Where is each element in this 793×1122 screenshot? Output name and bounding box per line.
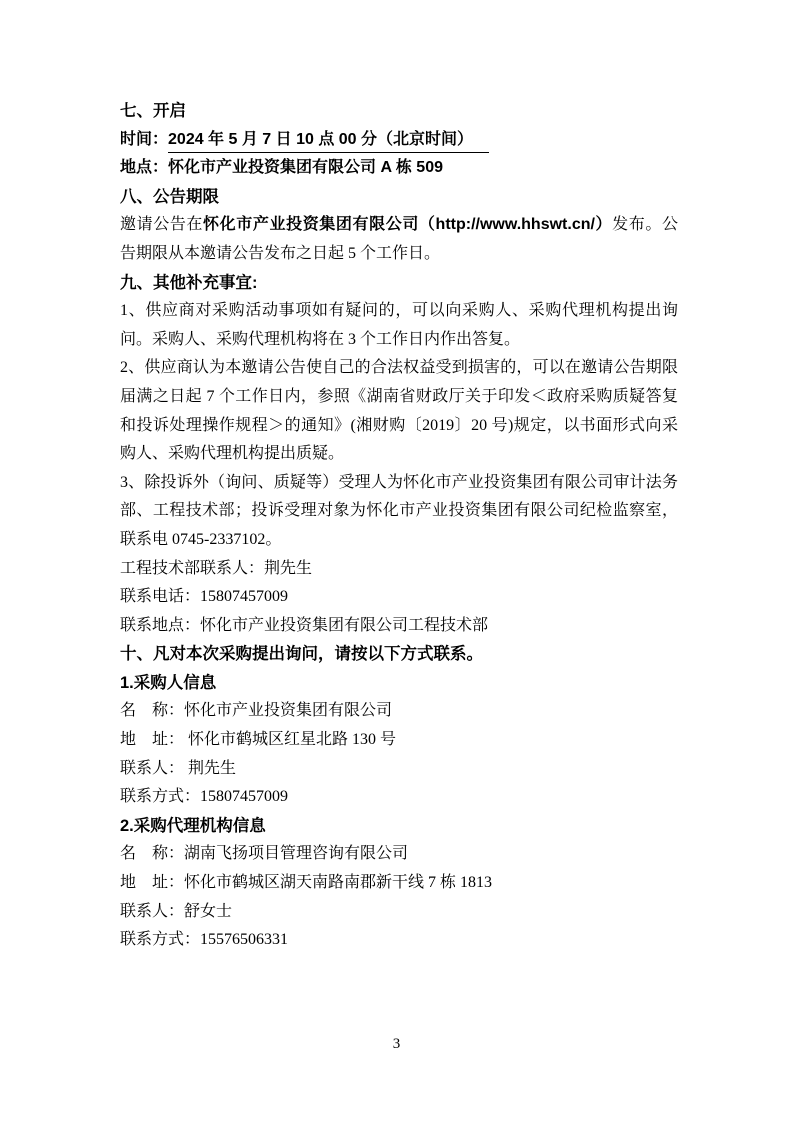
purchaser-contact-line: 联系人： 荆先生 bbox=[120, 759, 237, 777]
tech-dept-address-line: 联系地点：怀化市产业投资集团有限公司工程技术部 bbox=[120, 616, 489, 634]
agency-phone-line: 联系方式：15576506331 bbox=[120, 931, 289, 949]
supplement-item-2: 2、供应商认为本邀请公告使自己的合法权益受到损害的，可以在邀请公告期限届满之日起 7 个工作日内，参照《湖南省财政厅关于印发＜政府采购质疑答复和投诉处理操作规程＞的通知》(湘财购〔2019〕20 号)规定，以书面形式向采购人、采购代理机构提出质疑。 bbox=[120, 359, 678, 463]
purchaser-info-heading: 1.采购人信息 bbox=[120, 673, 217, 692]
page-number: 3 bbox=[392, 1036, 401, 1052]
tech-dept-contact-line: 工程技术部联系人：荆先生 bbox=[120, 559, 313, 577]
announcement-period-prefix: 邀请公告在 bbox=[120, 216, 204, 234]
section-7-heading: 七、开启 bbox=[120, 102, 186, 120]
opening-time-label: 时间： bbox=[120, 130, 169, 148]
agency-name-line: 名 称：湖南飞扬项目管理咨询有限公司 bbox=[120, 845, 409, 863]
purchaser-name-line: 名 称：怀化市产业投资集团有限公司 bbox=[120, 702, 393, 720]
opening-time-value: 2024 年 5 月 7 日 10 点 00 分（北京时间） bbox=[168, 128, 489, 153]
opening-time-line bbox=[120, 126, 678, 155]
supplement-item-3: 3、除投诉外（询问、质疑等）受理人为怀化市产业投资集团有限公司审计法务部、工程技术部；投诉受理对象为怀化市产业投资集团有限公司纪检监察室，联系电 0745-2337102。 bbox=[120, 473, 678, 548]
announcement-period-paragraph bbox=[120, 211, 678, 268]
supplement-item-1: 1、供应商对采购活动事项如有疑问的，可以向采购人、采购代理机构提出询问。采购人、采购代理机构将在 3 个工作日内作出答复。 bbox=[120, 302, 678, 348]
agency-address-line: 地 址：怀化市鹤城区湖天南路南郡新干线 7 栋 1813 bbox=[120, 874, 493, 892]
section-9-heading: 九、其他补充事宜: bbox=[120, 273, 258, 292]
announcement-publisher-bold: 怀化市产业投资集团有限公司（http://www.hhswt.cn/） bbox=[203, 216, 613, 234]
purchaser-address-line: 地 址： 怀化市鹤城区红星北路 130 号 bbox=[120, 731, 397, 749]
page-content bbox=[120, 97, 678, 955]
section-8-heading: 八、公告期限 bbox=[120, 187, 219, 206]
announcement-period-suffix: 发布。公告期限从本邀请公告发布之日起 5 个工作日。 bbox=[120, 216, 678, 262]
section-10-heading: 十、凡对本次采购提出询问，请按以下方式联系。 bbox=[120, 645, 483, 664]
opening-location-line: 地点：怀化市产业投资集团有限公司 A 栋 509 bbox=[120, 159, 443, 177]
tech-dept-phone-line: 联系电话：15807457009 bbox=[120, 588, 289, 606]
purchaser-phone-line: 联系方式：15807457009 bbox=[120, 788, 289, 806]
agency-contact-line: 联系人：舒女士 bbox=[120, 902, 233, 920]
agency-info-heading: 2.采购代理机构信息 bbox=[120, 816, 266, 835]
